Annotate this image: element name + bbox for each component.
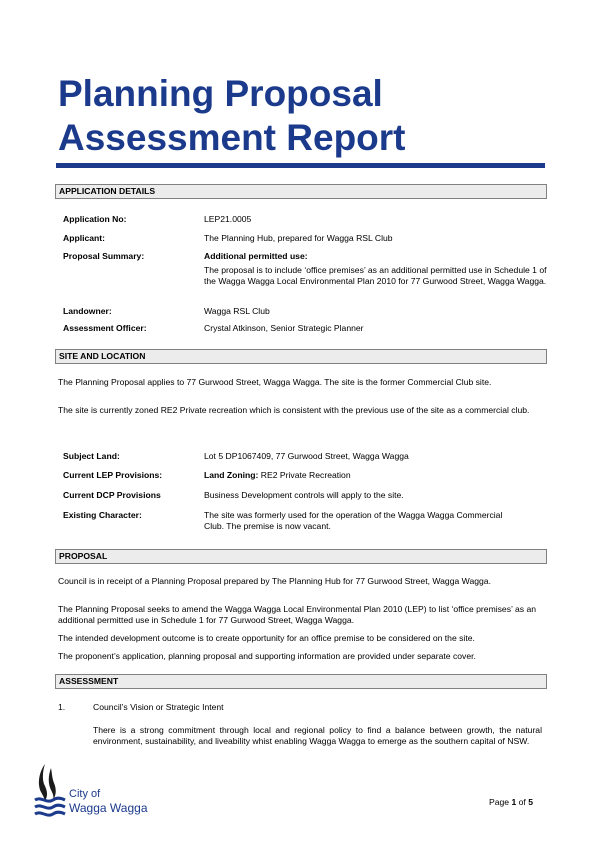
section-header-site: SITE AND LOCATION (55, 349, 547, 364)
report-title (58, 72, 406, 160)
field-label: Assessment Officer: (63, 323, 147, 333)
field-label: Applicant: (63, 233, 106, 243)
section-header-proposal: PROPOSAL (55, 549, 547, 564)
field-value: Wagga RSL Club (204, 306, 270, 316)
proposal-paragraph-4: The proponent’s application, planning proposal and supporting information are provided under separate cover. (58, 651, 476, 661)
list-item-number: 1. (58, 702, 66, 712)
page-sep: of (516, 797, 529, 807)
field-value-prefix: Land Zoning: (204, 470, 259, 480)
field-value: Crystal Atkinson, Senior Strategic Planner (204, 323, 364, 333)
field-value-block (204, 251, 549, 287)
field-value-heading: Additional permitted use: (204, 251, 308, 261)
field-value: Business Development controls will apply to the site. (204, 490, 404, 500)
site-paragraph-1: The Planning Proposal applies to 77 Gurwood Street, Wagga Wagga. The site is the former Commercial Club site. (58, 377, 492, 387)
logo-text-line-2: Wagga Wagga (69, 801, 148, 815)
site-paragraph-2: The site is currently zoned RE2 Private recreation which is consistent with the previous use of the site as a commercial club. (58, 405, 530, 415)
field-label: Current LEP Provisions: (63, 470, 163, 480)
field-value: Lot 5 DP1067409, 77 Gurwood Street, Wagga Wagga (204, 451, 409, 461)
logo-text-line-1: City of (69, 788, 101, 800)
section-header-assessment: ASSESSMENT (55, 674, 547, 689)
field-value: RE2 Private Recreation (258, 470, 351, 480)
page-number (489, 797, 533, 807)
proposal-paragraph-3: The intended development outcome is to create opportunity for an office premise to be considered on the site. (58, 633, 475, 643)
assessment-paragraph: There is a strong commitment through local and regional policy to find a balance between growth, the natural environment, sustainability, and liveability whist enabling Wagga Wagga to emerge as the southern capital of NSW. (93, 725, 542, 747)
list-item-title: Council’s Vision or Strategic Intent (93, 702, 224, 712)
page-current: 1 (511, 797, 517, 807)
section-header-application: APPLICATION DETAILS (55, 184, 547, 199)
title-rule (56, 163, 545, 168)
page-total: 5 (528, 797, 533, 807)
field-label: Subject Land: (63, 451, 120, 461)
field-label: Landowner: (63, 306, 112, 316)
field-value-block (204, 470, 549, 481)
proposal-paragraph-2: The Planning Proposal seeks to amend the Wagga Wagga Local Environmental Plan 2010 (LEP) to list ‘office premises’ as an additional permitted use in Schedule 1 for 77 Gurwood Street, Wagga Wagga. (58, 604, 537, 626)
title-line-2: Assessment Report (58, 117, 406, 158)
field-label: Application No: (63, 214, 127, 224)
wagga-logo-icon (33, 762, 67, 820)
city-logo (33, 762, 163, 822)
field-label: Proposal Summary: (63, 251, 145, 261)
field-value: The Planning Hub, prepared for Wagga RSL Club (204, 233, 393, 243)
proposal-paragraph-1: Council is in receipt of a Planning Proposal prepared by The Planning Hub for 77 Gurwood Street, Wagga Wagga. (58, 576, 491, 586)
field-label: Current DCP Provisions (63, 490, 161, 500)
field-value: The site was formerly used for the operation of the Wagga Wagga Commercial Club. The premise is now vacant. (204, 510, 503, 531)
field-label: Existing Character: (63, 510, 142, 520)
field-value: The proposal is to include ‘office premises’ as an additional permitted use in Schedule 1 of the Wagga Wagga Local Environmental Plan 2010 for 77 Gurwood Street, Wagga Wagga. (204, 265, 547, 286)
field-value: LEP21.0005 (204, 214, 252, 224)
title-line-1: Planning Proposal (58, 73, 383, 114)
page-prefix: Page (489, 797, 512, 807)
